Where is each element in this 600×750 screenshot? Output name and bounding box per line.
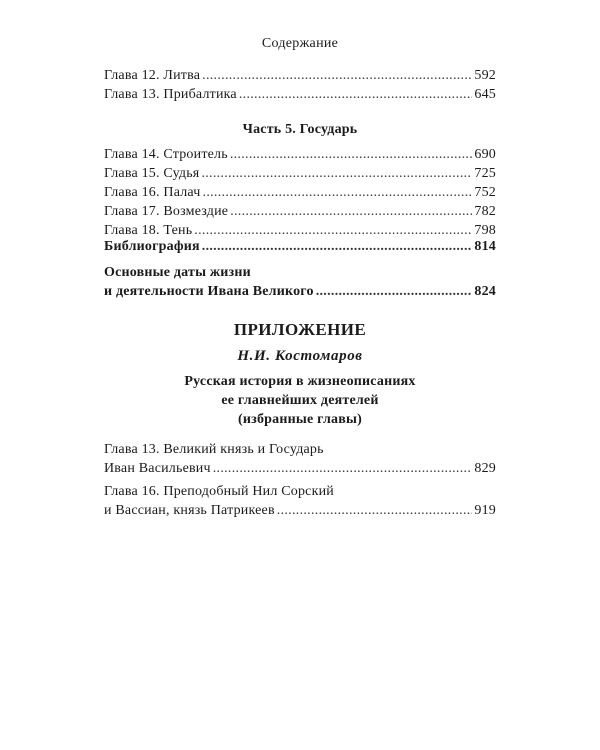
toc-entry-title-line-1: Основные даты жизни — [104, 265, 251, 280]
toc-entry-title: Библиография — [104, 239, 200, 254]
toc-entry-page: 824 — [474, 284, 496, 299]
toc-entry-page: 782 — [474, 204, 496, 219]
toc-entry[interactable] — [104, 282, 496, 301]
running-head: Содержание — [261, 36, 339, 51]
leader-dots — [203, 183, 473, 202]
toc-group-1 — [104, 66, 496, 104]
toc-entry-page: 798 — [474, 223, 496, 238]
toc-entry-title-line-2: Иван Васильевич — [104, 461, 211, 476]
toc-entry-title: Глава 17. Возмездие — [104, 204, 229, 219]
leader-dots — [213, 459, 473, 478]
toc-entry-title: Глава 15. Судья — [104, 166, 200, 181]
work-title-line: Русская история в жизнеописаниях — [184, 374, 416, 389]
toc-entry[interactable] — [104, 85, 496, 104]
toc-entry[interactable] — [104, 183, 496, 202]
toc-entry-page: 919 — [474, 503, 496, 518]
leader-dots — [239, 85, 473, 104]
toc-entry-title: Глава 13. Прибалтика — [104, 87, 237, 102]
work-title-line: (избранные главы) — [238, 412, 362, 427]
toc-entry-title-line-2: и деятельности Ивана Великого — [104, 284, 314, 299]
work-title-line: ее главнейших деятелей — [221, 393, 379, 408]
toc-appendix-entry-1 — [104, 440, 496, 478]
appendix-author: Н.И. Костомаров — [237, 348, 363, 364]
toc-entry-title-line-1: Глава 13. Великий князь и Государь — [104, 442, 324, 457]
toc-entry[interactable] — [104, 202, 496, 221]
leader-dots — [316, 282, 473, 301]
leader-dots — [230, 202, 472, 221]
toc-part-5 — [104, 145, 496, 240]
leader-dots — [230, 145, 473, 164]
toc-entry-page: 829 — [474, 461, 496, 476]
toc-entry-title-line-1: Глава 16. Преподобный Нил Сорский — [104, 484, 334, 499]
appendix-title: ПРИЛОЖЕНИЕ — [233, 320, 367, 339]
toc-entry-title: Глава 18. Тень — [104, 223, 193, 238]
toc-entry-page: 725 — [474, 166, 496, 181]
toc-entry-page: 752 — [474, 185, 496, 200]
toc-bibliography — [104, 237, 496, 256]
toc-entry[interactable] — [104, 459, 496, 478]
toc-entry-title: Глава 12. Литва — [104, 68, 201, 83]
toc-entry[interactable] — [104, 501, 496, 520]
toc-entry-page: 645 — [474, 87, 496, 102]
leader-dots — [202, 66, 472, 85]
toc-entry-title: Глава 16. Палач — [104, 185, 201, 200]
appendix-work-title — [0, 372, 600, 429]
toc-key-dates — [104, 263, 496, 301]
toc-entry[interactable] — [104, 237, 496, 256]
toc-entry[interactable] — [104, 66, 496, 85]
leader-dots — [202, 237, 473, 256]
part-heading: Часть 5. Государь — [242, 122, 358, 137]
toc-entry[interactable] — [104, 145, 496, 164]
toc-appendix-entry-2 — [104, 482, 496, 520]
toc-entry-title: Глава 14. Строитель — [104, 147, 228, 162]
toc-entry-page: 814 — [474, 239, 496, 254]
toc-entry[interactable] — [104, 164, 496, 183]
toc-entry-page: 690 — [474, 147, 496, 162]
leader-dots — [277, 501, 473, 520]
toc-entry-title-line-2: и Вассиан, князь Патрикеев — [104, 503, 275, 518]
toc-entry-page: 592 — [474, 68, 496, 83]
leader-dots — [201, 164, 472, 183]
